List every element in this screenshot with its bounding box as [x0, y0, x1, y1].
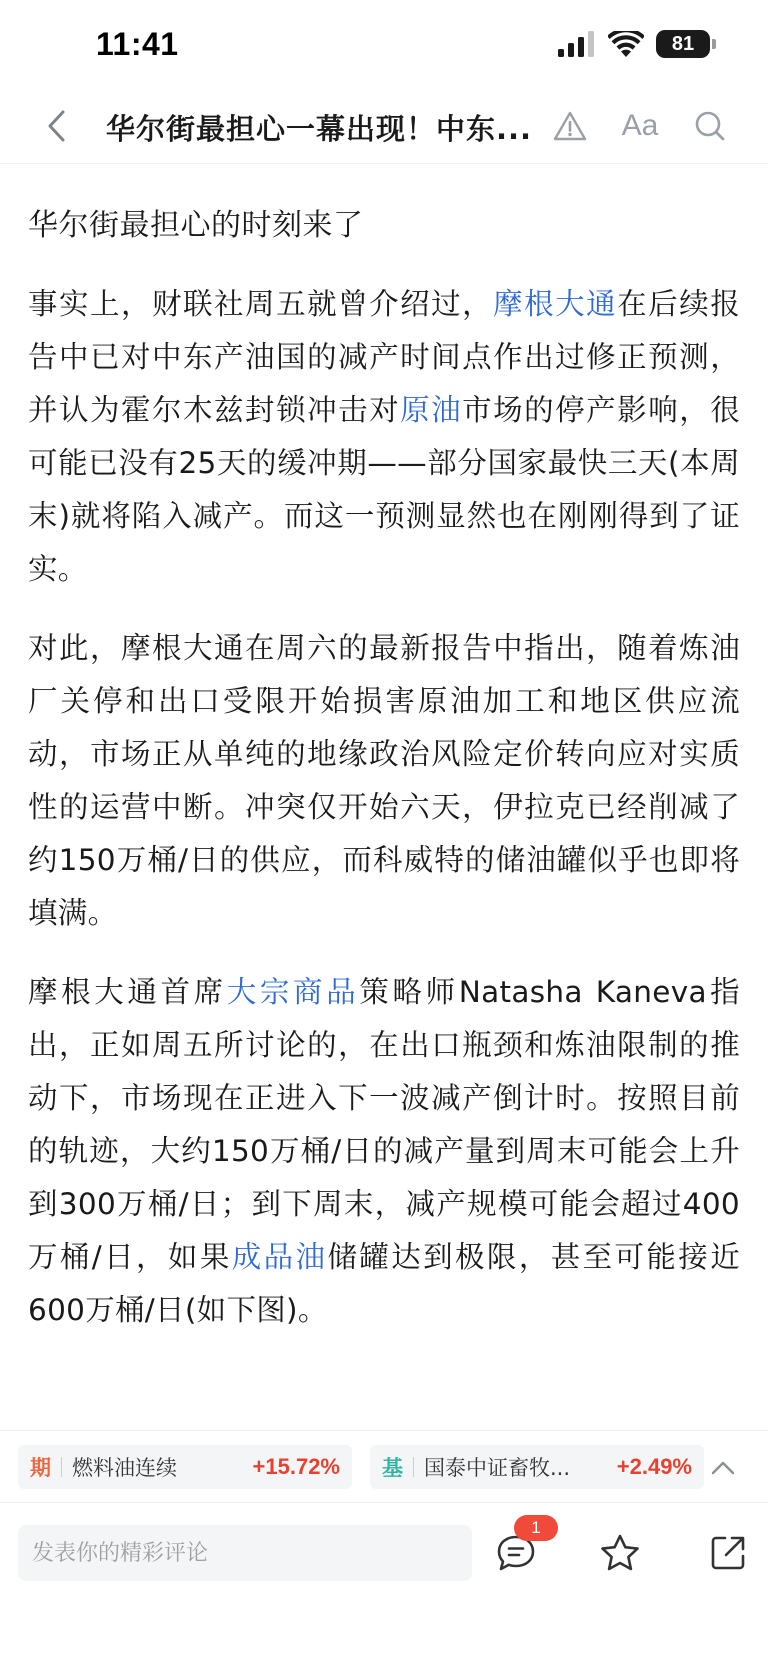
- ticker-name: 国泰中证畜牧...: [424, 1456, 571, 1480]
- chevron-left-icon: [45, 109, 67, 143]
- font-size-button[interactable]: [618, 104, 662, 148]
- search-icon: [694, 110, 726, 142]
- share-button[interactable]: [704, 1529, 752, 1577]
- article-paragraph-3: 摩根大通首席大宗商品策略师Natasha Kaneva指出，正如周五所讨论的，在出口瓶颈和炼油限制的推动下，市场现在正进入下一波减产倒计时。按照目前的轨迹，大约150万桶/日的减产量到周末可能会上升到300万桶/日；到下周末，减产规模可能会超过400万桶/日，如果成品油储罐达到极限，甚至可能接近600万桶/日(如下图)。: [28, 975, 741, 1327]
- comment-count-badge: 1: [514, 1515, 558, 1541]
- link-commodities[interactable]: 大宗商品: [226, 975, 360, 1009]
- search-button[interactable]: [688, 104, 732, 148]
- favorite-button[interactable]: [596, 1529, 644, 1577]
- status-icons: [558, 30, 710, 58]
- battery-icon: [656, 30, 710, 58]
- comment-bar: [0, 1502, 768, 1612]
- ticker-name: 燃料油连续: [72, 1456, 177, 1480]
- warning-icon: [553, 111, 587, 141]
- battery-level: 81: [671, 32, 695, 55]
- nav-bar: [0, 90, 768, 164]
- nav-actions: [548, 104, 732, 148]
- ticker-change: +15.72%: [252, 1454, 340, 1479]
- font-size-label: Aa: [621, 109, 659, 142]
- comments-button[interactable]: [492, 1518, 541, 1577]
- ticker-item[interactable]: [370, 1445, 704, 1489]
- ticker-strip: [0, 1430, 768, 1502]
- ticker-tag: 基: [382, 1456, 403, 1480]
- cellular-signal-icon: [558, 31, 596, 57]
- comment-input[interactable]: [18, 1525, 472, 1581]
- status-time: 11:41: [96, 26, 179, 62]
- status-bar: [0, 0, 768, 90]
- link-jpmorgan[interactable]: 摩根大通: [493, 287, 618, 321]
- article-paragraph-1: 事实上，财联社周五就曾介绍过，摩根大通在后续报告中已对中东产油国的减产时间点作出过修正预测，并认为霍尔木兹封锁冲击对原油市场的停产影响，很可能已没有25天的缓冲期——部分国家最快三天(本周末)就将陷入减产。而这一预测显然也在刚刚得到了证实。: [28, 287, 741, 586]
- back-button[interactable]: [36, 106, 76, 146]
- link-refined-oil[interactable]: 成品油: [231, 1240, 328, 1274]
- link-crude-oil[interactable]: 原油: [400, 393, 463, 427]
- share-icon: [708, 1533, 748, 1573]
- star-icon: [599, 1533, 641, 1573]
- collapse-tickers-button[interactable]: [708, 1453, 738, 1483]
- wifi-icon: [608, 31, 644, 58]
- report-button[interactable]: [548, 104, 592, 148]
- article-body: [28, 200, 740, 1363]
- article-paragraph-2: 对此，摩根大通在周六的最新报告中指出，随着炼油厂关停和出口受限开始损害原油加工和地区供应流动，市场正从单纯的地缘政治风险定价转向应对实质性的运营中断。冲突仅开始六天，伊拉克已经削减了约150万桶/日的供应，而科威特的储油罐似乎也即将填满。: [28, 631, 740, 930]
- ticker-item[interactable]: [18, 1445, 352, 1489]
- ticker-tag: 期: [30, 1456, 51, 1480]
- chevron-up-icon: [710, 1460, 736, 1476]
- ticker-change: +2.49%: [616, 1454, 692, 1479]
- nav-title: 华尔街最担心一幕出现！中东...: [106, 112, 533, 146]
- article-heading: 华尔街最担心的时刻来了: [28, 208, 364, 243]
